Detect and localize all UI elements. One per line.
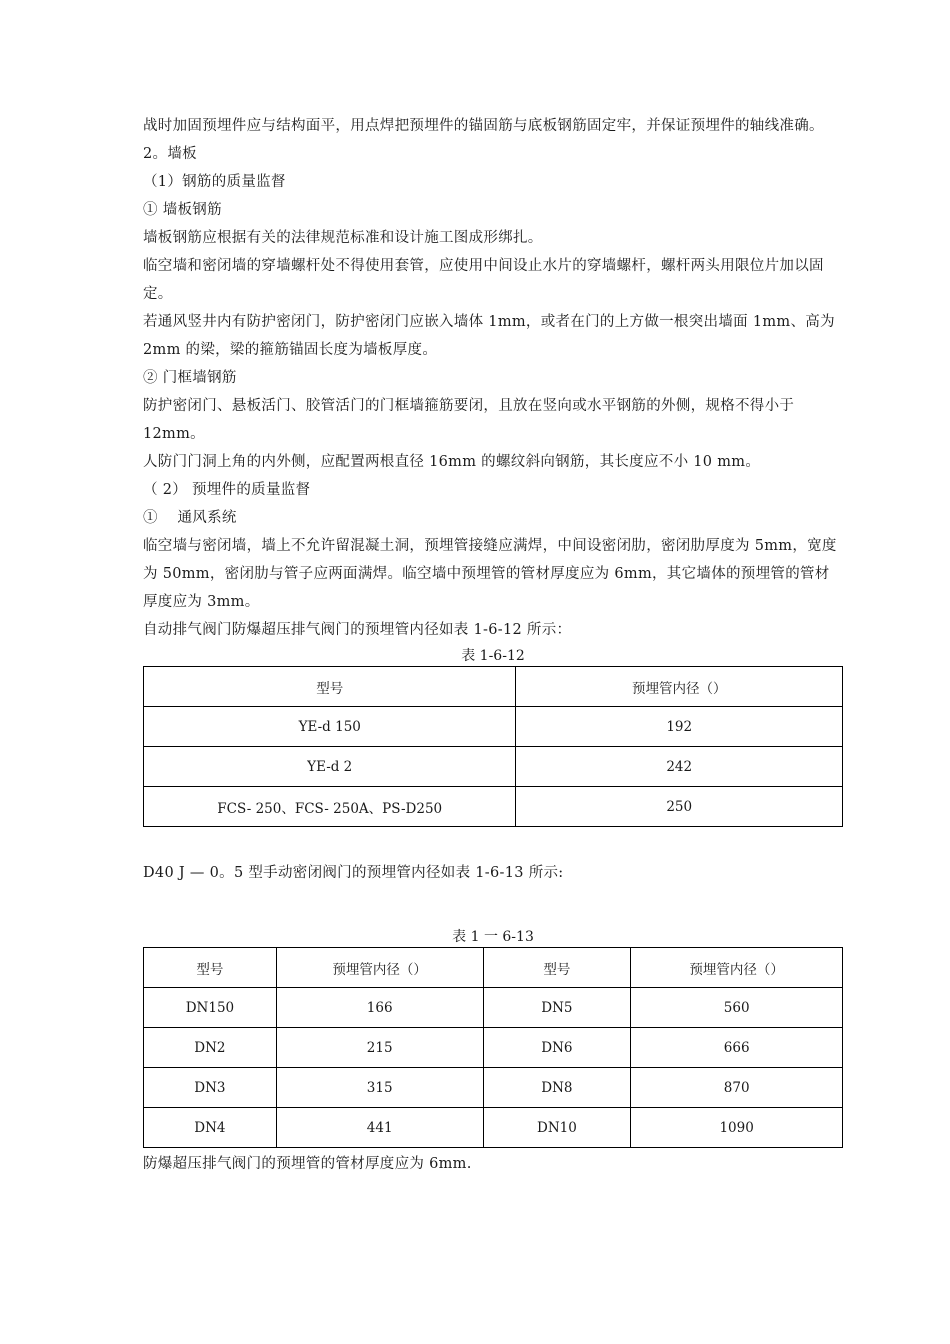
table-row bbox=[144, 747, 843, 787]
table-cell: YE-d 2 bbox=[144, 747, 516, 787]
table-cell: 1090 bbox=[631, 1108, 843, 1148]
subsection-heading: （ 2） 预埋件的质量监督 bbox=[143, 482, 311, 498]
table-header-cell: 型号 bbox=[144, 948, 277, 988]
table-cell: YE-d 150 bbox=[144, 707, 516, 747]
table-cell: DN2 bbox=[144, 1028, 277, 1068]
table-header-cell: 预埋管内径（） bbox=[516, 667, 843, 707]
table-cell: 242 bbox=[516, 747, 843, 787]
table-cell: FCS- 250、FCS- 250A、PS-D250 bbox=[144, 787, 516, 827]
table-cell: DN6 bbox=[483, 1028, 631, 1068]
table-cell: 315 bbox=[276, 1068, 483, 1108]
paragraph: 防爆超压排气阀门的预埋管的管材厚度应为 6mm. bbox=[143, 1156, 472, 1172]
paragraph: 临空墙和密闭墙的穿墙螺杆处不得使用套管，应使用中间设止水片的穿墙螺杆，螺杆两头用限位片加以固定。 bbox=[143, 258, 824, 302]
table-cell: 166 bbox=[276, 988, 483, 1028]
section-heading: 2。墙板 bbox=[143, 146, 197, 162]
table-cell: 441 bbox=[276, 1108, 483, 1148]
table-cell: 192 bbox=[516, 707, 843, 747]
table-cell: 215 bbox=[276, 1028, 483, 1068]
table-cell: DN4 bbox=[144, 1108, 277, 1148]
table-cell: DN5 bbox=[483, 988, 631, 1028]
table-header-row bbox=[144, 667, 843, 707]
table-1-6-13 bbox=[143, 947, 843, 1148]
table-row bbox=[144, 787, 843, 827]
item-heading: ① 墙板钢筋 bbox=[143, 202, 222, 218]
paragraph: 临空墙与密闭墙，墙上不允许留混凝土洞，预埋管接缝应满焊，中间设密闭肋，密闭肋厚度为 5mm，宽度为 50mm，密闭肋与管子应两面满焊。临空墙中预埋管的管材厚度应为 6mm，其它墙体的预埋管的管材厚度应为 3mm。 bbox=[143, 538, 837, 610]
table-1-6-12 bbox=[143, 666, 843, 827]
table-caption: 表 1-6-12 bbox=[461, 648, 525, 664]
paragraph: 自动排气阀门防爆超压排气阀门的预埋管内径如表 1-6-12 所示： bbox=[143, 622, 572, 638]
table-cell: 250 bbox=[516, 787, 843, 827]
paragraph: 墙板钢筋应根据有关的法律规范标准和设计施工图成形绑扎。 bbox=[143, 230, 543, 246]
table-header-cell: 预埋管内径（） bbox=[631, 948, 843, 988]
table-row bbox=[144, 1108, 843, 1148]
item-heading: ① 通风系统 bbox=[143, 510, 237, 526]
subsection-heading: （1）钢筋的质量监督 bbox=[143, 174, 286, 190]
table-header-cell: 预埋管内径（） bbox=[276, 948, 483, 988]
table-cell: DN3 bbox=[144, 1068, 277, 1108]
document-page bbox=[143, 112, 843, 1178]
table-header-cell: 型号 bbox=[144, 667, 516, 707]
table-cell: 666 bbox=[631, 1028, 843, 1068]
table-header-cell: 型号 bbox=[483, 948, 631, 988]
paragraph: 防护密闭门、悬板活门、胶管活门的门框墙箍筋要闭，且放在竖向或水平钢筋的外侧，规格不得小于 12mm。 bbox=[143, 398, 795, 442]
table-cell: DN150 bbox=[144, 988, 277, 1028]
item-heading: ② 门框墙钢筋 bbox=[143, 370, 237, 386]
table-cell: DN8 bbox=[483, 1068, 631, 1108]
table-row bbox=[144, 707, 843, 747]
table-cell: DN10 bbox=[483, 1108, 631, 1148]
table-cell: 560 bbox=[631, 988, 843, 1028]
table-row bbox=[144, 1028, 843, 1068]
paragraph: D40 J — 0。5 型手动密闭阀门的预埋管内径如表 1-6-13 所示: bbox=[143, 865, 564, 881]
table-row bbox=[144, 988, 843, 1028]
paragraph: 战时加固预埋件应与结构面平，用点焊把预埋件的锚固筋与底板钢筋固定牢，并保证预埋件的轴线准确。 bbox=[143, 118, 824, 134]
table-header-row bbox=[144, 948, 843, 988]
table-cell: 870 bbox=[631, 1068, 843, 1108]
paragraph: 若通风竖井内有防护密闭门，防护密闭门应嵌入墙体 1mm，或者在门的上方做一根突出墙面 1mm、高为 2mm 的梁，梁的箍筋锚固长度为墙板厚度。 bbox=[143, 314, 835, 358]
table-row bbox=[144, 1068, 843, 1108]
table-caption: 表 1 一 6-13 bbox=[452, 929, 534, 945]
paragraph: 人防门门洞上角的内外侧，应配置两根直径 16mm 的螺纹斜向钢筋，其长度应不小 10 mm。 bbox=[143, 454, 761, 470]
